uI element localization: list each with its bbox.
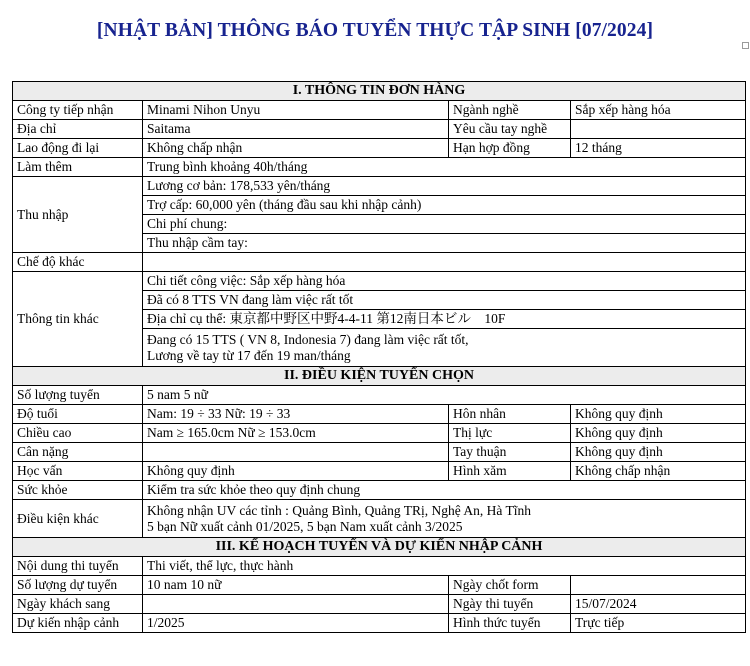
weight-label: Cân nặng [13,443,143,462]
exam-date-value: 15/07/2024 [571,595,746,614]
marriage-value: Không quy định [571,405,746,424]
format-value: Trực tiếp [571,614,746,633]
marriage-label: Hôn nhân [449,405,571,424]
hand-label: Tay thuận [449,443,571,462]
income-line: Chi phí chung: [143,215,746,234]
section-header-row [13,82,746,101]
table-row [13,139,746,158]
eyesight-label: Thị lực [449,424,571,443]
overtime-value: Trung bình khoảng 40h/tháng [143,158,746,177]
other-info-line [143,329,746,367]
other-cond-line-a: Không nhận UV các tỉnh : Quảng Bình, Quảng TRị, Nghệ An, Hà Tĩnh [147,502,531,518]
table-row [13,101,746,120]
address-label: Địa chỉ [13,120,143,139]
tattoo-label: Hình xăm [449,462,571,481]
client-visit-value [143,595,449,614]
entry-label: Dự kiến nhập cảnh [13,614,143,633]
other-regime-label: Chế độ khác [13,253,143,272]
age-label: Độ tuổi [13,405,143,424]
commute-label: Lao động đi lại [13,139,143,158]
education-label: Học vấn [13,462,143,481]
skill-value [571,120,746,139]
industry-value: Sắp xếp hàng hóa [571,101,746,120]
health-label: Sức khỏe [13,481,143,500]
income-line: Trợ cấp: 60,000 yên (tháng đầu sau khi nhập cảnh) [143,196,746,215]
income-label: Thu nhập [13,177,143,253]
health-value: Kiểm tra sức khỏe theo quy định chung [143,481,746,500]
other-cond-value [143,500,746,538]
recruitment-table [12,81,746,633]
planned-qty-label: Số lượng dự tuyển [13,576,143,595]
section-2-heading: II. ĐIỀU KIỆN TUYỂN CHỌN [13,367,746,386]
format-label: Hình thức tuyển [449,614,571,633]
section-header-row [13,538,746,557]
entry-value: 1/2025 [143,614,449,633]
quantity-value: 5 nam 5 nữ [143,386,746,405]
table-row [13,443,746,462]
other-cond-line-b: 5 bạn Nữ xuất cảnh 01/2025, 5 bạn Nam xuất cảnh 3/2025 [147,518,463,534]
form-deadline-value [571,576,746,595]
height-value: Nam ≥ 165.0cm Nữ ≥ 153.0cm [143,424,449,443]
exam-date-label: Ngày thi tuyển [449,595,571,614]
exam-content-value: Thi viết, thể lực, thực hành [143,557,746,576]
overtime-label: Làm thêm [13,158,143,177]
table-row [13,595,746,614]
income-line: Lương cơ bản: 178,533 yên/tháng [143,177,746,196]
table-row [13,462,746,481]
weight-value [143,443,449,462]
page-title: [NHẬT BẢN] THÔNG BÁO TUYỂN THỰC TẬP SINH [07/2024] [96,20,654,41]
company-label: Công ty tiếp nhận [13,101,143,120]
income-line: Thu nhập cầm tay: [143,234,746,253]
section-header-row [13,367,746,386]
form-deadline-label: Ngày chốt form [449,576,571,595]
hand-value: Không quy định [571,443,746,462]
commute-value: Không chấp nhận [143,139,449,158]
other-regime-value [143,253,746,272]
table-row [13,272,746,291]
quantity-label: Số lượng tuyển [13,386,143,405]
contract-label: Hạn hợp đồng [449,139,571,158]
table-row [13,405,746,424]
other-info-line: Đã có 8 TTS VN đang làm việc rất tốt [143,291,746,310]
tattoo-value: Không chấp nhận [571,462,746,481]
education-value: Không quy định [143,462,449,481]
other-info-line-a: Đang có 15 TTS ( VN 8, Indonesia 7) đang làm việc rất tốt, [147,331,469,347]
industry-label: Ngành nghề [449,101,571,120]
company-value: Minami Nihon Unyu [143,101,449,120]
other-info-label: Thông tin khác [13,272,143,367]
address-value: Saitama [143,120,449,139]
other-info-line: Địa chỉ cụ thể: 東京都中野区中野4-4-11 第12南日本ビル 10F [143,310,746,329]
table-row [13,481,746,500]
table-row [13,557,746,576]
contract-value: 12 tháng [571,139,746,158]
corner-marker [742,42,749,49]
table-row [13,386,746,405]
table-row [13,500,746,538]
height-label: Chiều cao [13,424,143,443]
age-value: Nam: 19 ÷ 33 Nữ: 19 ÷ 33 [143,405,449,424]
exam-content-label: Nội dung thi tuyển [13,557,143,576]
skill-label: Yêu cầu tay nghề [449,120,571,139]
table-row [13,576,746,595]
other-cond-label: Điều kiện khác [13,500,143,538]
planned-qty-value: 10 nam 10 nữ [143,576,449,595]
section-1-heading: I. THÔNG TIN ĐƠN HÀNG [13,82,746,101]
other-info-line-b: Lương về tay từ 17 đến 19 man/tháng [147,347,351,363]
table-row [13,614,746,633]
table-row [13,158,746,177]
table-row [13,424,746,443]
section-3-heading: III. KẾ HOẠCH TUYỂN VÀ DỰ KIẾN NHẬP CẢNH [13,538,746,557]
table-row [13,120,746,139]
eyesight-value: Không quy định [571,424,746,443]
table-row [13,177,746,196]
client-visit-label: Ngày khách sang [13,595,143,614]
table-row [13,253,746,272]
other-info-line: Chi tiết công việc: Sắp xếp hàng hóa [143,272,746,291]
